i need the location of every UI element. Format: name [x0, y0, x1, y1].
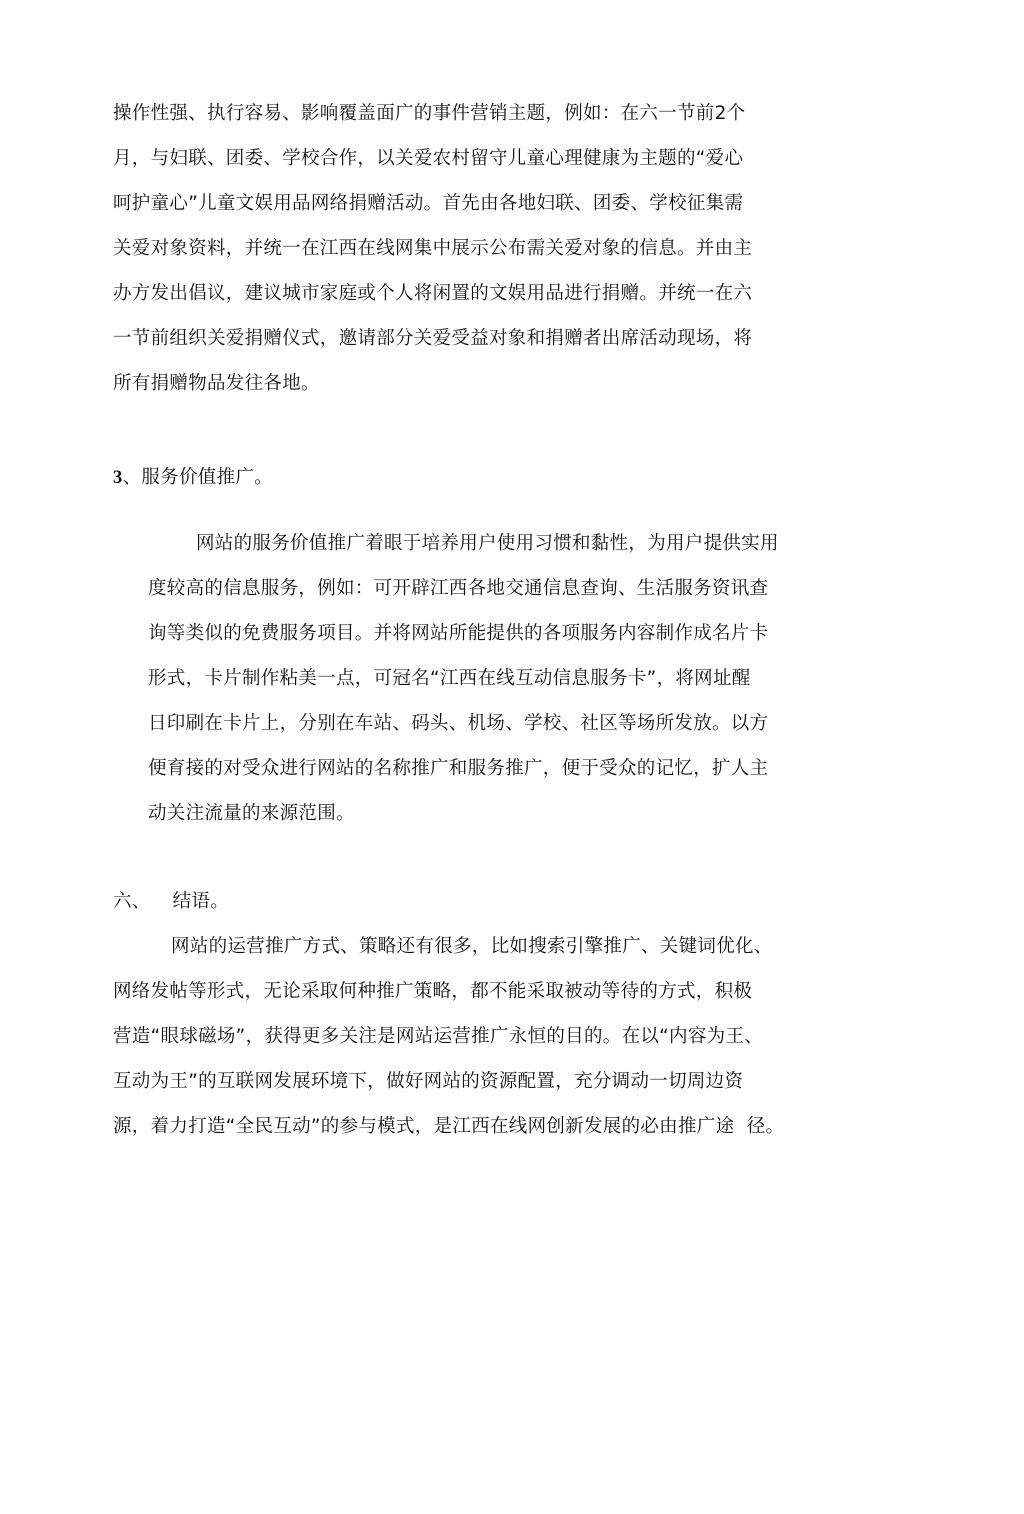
paragraph1-line-2: 月，与妇联、团委、学校合作，以关爱农村留守儿童心理健康为主题的“爱心 — [113, 148, 744, 169]
section3-line-5: 日印刷在卡片上，分别在车站、码头、机场、学校、社区等场所发放。以方 — [148, 713, 769, 734]
section3-line-6: 便育接的对受众进行网站的名称推广和服务推广，便于受众的记忆，扩人主 — [148, 758, 769, 779]
section6-heading — [113, 889, 229, 915]
section3-line-4: 形式，卡片制作粘美一点，可冠名“江西在线互动信息服务卡”，将网址醒 — [148, 668, 751, 689]
paragraph1-line-7: 所有捐赠物品发往各地。 — [113, 373, 320, 394]
section6-title: 结语。 — [172, 891, 230, 912]
section6-line-4: 互动为王”的互联网发展环境下，做好网站的资源配置，充分调动一切周边资 — [113, 1071, 744, 1092]
section3-title: 、服务价值推广。 — [122, 467, 273, 488]
paragraph1-line-5: 办方发出倡议，建议城市家庭或个人将闲置的文娱用品进行捐赠。并统一在六 — [113, 283, 753, 304]
section3-heading — [113, 465, 273, 491]
section6-line-1: 网站的运营推广方式、策略还有很多，比如搜索引擎推广、关键词优化、 — [171, 936, 773, 957]
section3-line-2: 度较高的信息服务，例如：可开辟江西各地交通信息查询、生活服务资讯查 — [148, 578, 769, 599]
paragraph1-line-4: 关爱对象资料，并统一在江西在线网集中展示公布需关爱对象的信息。并由主 — [113, 238, 753, 259]
section3-line-7: 动关注流量的来源范围。 — [148, 803, 355, 824]
section3-line-3: 询等类似的免费服务项目。并将网站所能提供的各项服务内容制作成名片卡 — [148, 623, 769, 644]
paragraph1-line-3: 呵护童心”儿童文娱用品网络捐赠活动。首先由各地妇联、团委、学校征集需 — [113, 193, 744, 214]
section6-line-5: 源，着力打造“全民互动”的参与模式，是江西在线网创新发展的必由推广途 径。 — [113, 1116, 785, 1137]
section6-number: 六、 — [113, 891, 151, 912]
section3-line-1: 网站的服务价值推广着眼于培养用户使用习惯和黏性，为用户提供实用 — [196, 533, 779, 554]
paragraph1-line-1: 操作性强、执行容易、影响覆盖面广的事件营销主题，例如：在六一节前2个 — [113, 103, 746, 124]
section3-number: 3 — [113, 468, 123, 488]
section6-line-2: 网络发帖等形式，无论采取何种推广策略，都不能采取被动等待的方式，积极 — [113, 981, 753, 1002]
paragraph1-line-6: 一节前组织关爱捐赠仪式，邀请部分关爱受益对象和捐赠者出席活动现场，将 — [113, 328, 753, 349]
section6-line-3: 营造“眼球磁场”，获得更多关注是网站运营推广永恒的目的。在以“内容为王、 — [113, 1026, 764, 1047]
